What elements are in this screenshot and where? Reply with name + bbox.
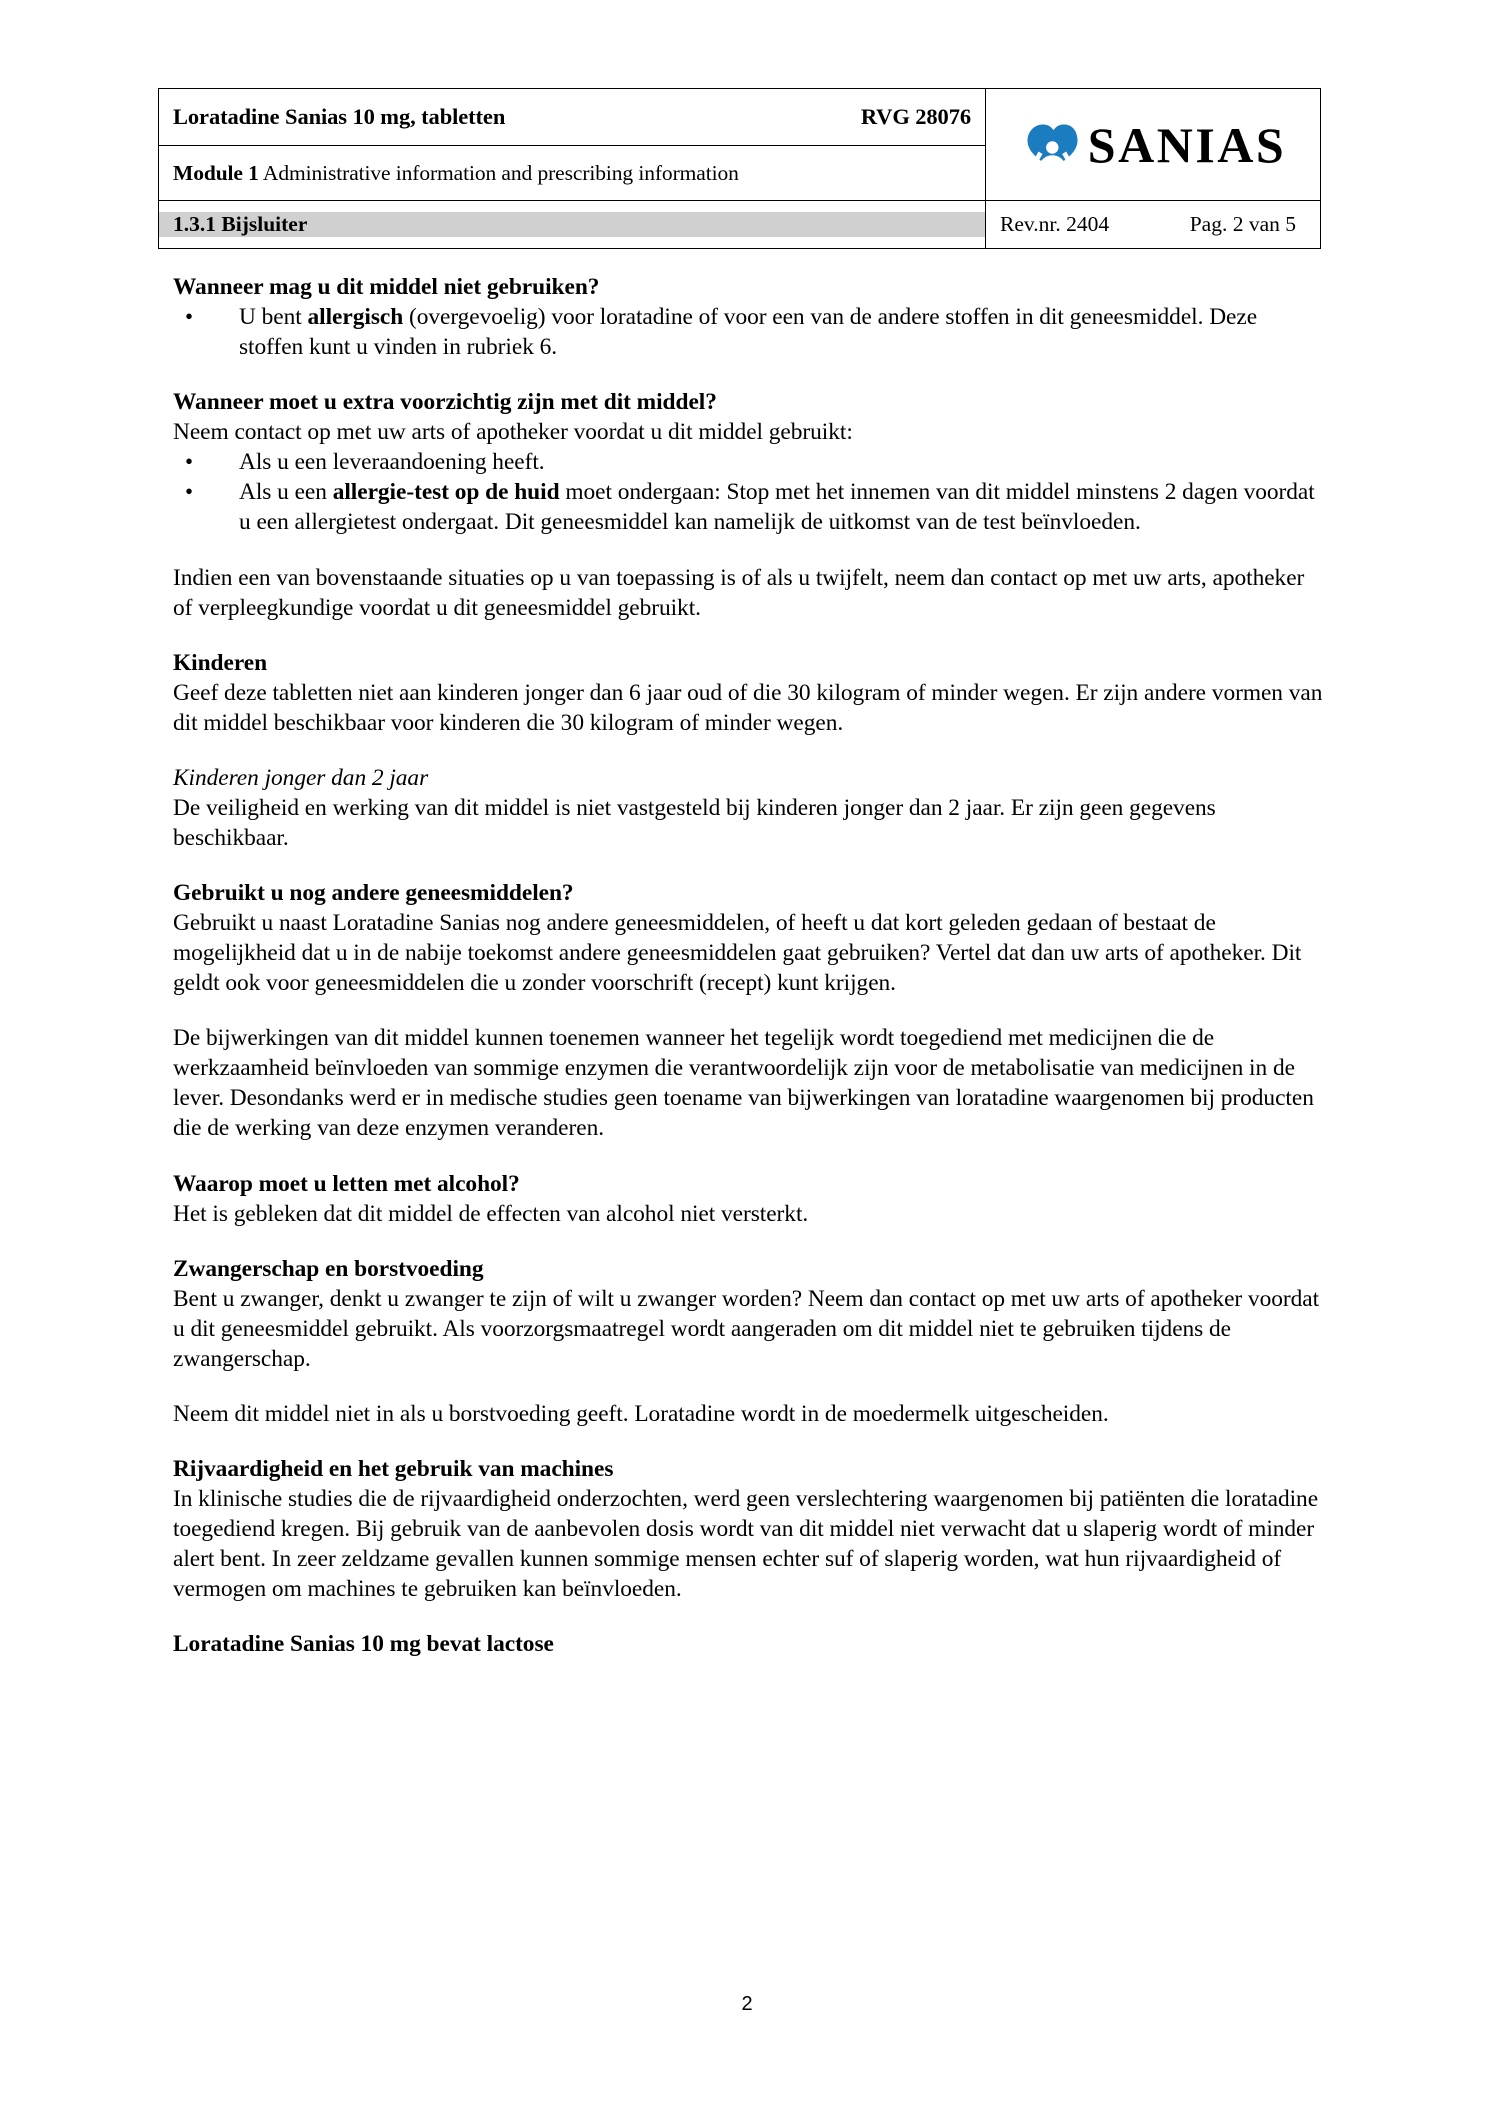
- heading-pregnancy: Zwangerschap en borstvoeding: [173, 1255, 484, 1282]
- section-label: 1.3.1 Bijsluiter: [159, 212, 985, 237]
- list-item: [173, 447, 1325, 477]
- header-revision-cell: [986, 201, 1321, 249]
- module-description: Administrative information and prescribing information: [258, 160, 739, 185]
- heading-alcohol: Waarop moet u letten met alcohol?: [173, 1170, 520, 1197]
- product-title: Loratadine Sanias 10 mg, tabletten: [173, 104, 506, 129]
- header-section-cell: [159, 201, 986, 249]
- spacer: [173, 1429, 1325, 1454]
- page-of-label: Pag. 2 van 5: [1189, 212, 1296, 236]
- heading-driving: Rijvaardigheid en het gebruik van machines: [173, 1455, 614, 1482]
- page-number: 2: [741, 1993, 753, 2015]
- bullet-text-bold: allergie-test op de huid: [332, 479, 560, 506]
- bullet-text-part2: moet ondergaan: Stop met het innemen van dit middel minstens 2 dagen voordat u een allergietest ondergaat. Dit geneesmiddel kan namelijk de uitkomst van de test beïnvloeden.: [239, 479, 1315, 536]
- spacer: [173, 853, 1325, 878]
- contraindications-list: [173, 302, 1325, 362]
- other-medicines-paragraph-2: De bijwerkingen van dit middel kunnen toenemen wanneer het tegelijk wordt toegediend met medicijnen die de werkzaamheid beïnvloeden van sommige enzymen die verantwoordelijk zijn voor de metabolisatie van medicijnen in de lever. Desondanks werd er in medische studies geen toename van bijwerkingen van loratadine waargenomen bij producten die de werking van deze enzymen veranderen.: [173, 1025, 1314, 1142]
- spacer: [173, 998, 1325, 1023]
- warnings-intro: Neem contact op met uw arts of apotheker voordat u dit middel gebruikt:: [173, 419, 853, 446]
- bullet-icon: •: [185, 304, 194, 330]
- bullet-icon: •: [185, 479, 194, 505]
- sanias-heart-figure-icon: [1026, 121, 1078, 169]
- list-item: [173, 477, 1325, 537]
- header-product-cell: [159, 89, 986, 146]
- heading-warnings: Wanneer moet u extra voorzichtig zijn met dit middel?: [173, 389, 717, 416]
- header-row-product: [159, 89, 1321, 146]
- pregnancy-paragraph-2: Neem dit middel niet in als u borstvoeding geeft. Loratadine wordt in de moedermelk uitgescheiden.: [173, 1400, 1109, 1427]
- bullet-text-part1: U bent: [239, 304, 308, 331]
- document-body: [173, 272, 1325, 1659]
- spacer: [173, 623, 1325, 648]
- spacer: [173, 362, 1325, 387]
- document-header-table: [158, 88, 1321, 249]
- heading-other-medicines: Gebruikt u nog andere geneesmiddelen?: [173, 880, 574, 906]
- spacer: [173, 1229, 1325, 1254]
- rvg-number: RVG 28076: [860, 104, 971, 129]
- warnings-paragraph: Indien een van bovenstaande situaties op u van toepassing is of als u twijfelt, neem dan contact op met uw arts, apotheker of verpleegkundige voordat u dit geneesmiddel gebruikt.: [173, 564, 1305, 621]
- bullet-text-bold: allergisch: [307, 304, 404, 331]
- header-module-cell: [159, 146, 986, 201]
- header-row-section: [159, 201, 1321, 249]
- revision-number: Rev.nr. 2404: [1000, 212, 1110, 236]
- spacer: [173, 1604, 1325, 1629]
- bullet-text: Als u een leveraandoening heeft.: [239, 449, 545, 476]
- bullet-text-part1: Als u een: [239, 479, 333, 506]
- bullet-icon: •: [185, 449, 194, 475]
- heading-contraindications: Wanneer mag u dit middel niet gebruiken?: [173, 274, 600, 300]
- heading-lactose: Loratadine Sanias 10 mg bevat lactose: [173, 1631, 554, 1658]
- warnings-list: [173, 447, 1325, 537]
- spacer: [173, 1374, 1325, 1399]
- list-item: [173, 302, 1325, 362]
- other-medicines-paragraph-1: Gebruikt u naast Loratadine Sanias nog andere geneesmiddelen, of heeft u dat kort geleden gedaan of bestaat de mogelijkheid dat u in de nabije toekomst andere geneesmiddelen gaat gebruiken? Vertel dat dan uw arts of apotheker. Dit geldt ook voor geneesmiddelen die u zonder voorschrift (recept) kunt krijgen.: [173, 910, 1302, 997]
- sanias-logo-cell: [986, 89, 1321, 201]
- alcohol-paragraph: Het is gebleken dat dit middel de effecten van alcohol niet versterkt.: [173, 1200, 809, 1227]
- subheading-children-under-two: Kinderen jonger dan 2 jaar: [173, 764, 429, 791]
- spacer: [173, 538, 1325, 563]
- module-label-text: Module 1: [173, 160, 259, 185]
- module-label: [173, 161, 259, 185]
- sanias-wordmark: SANIAS: [1087, 116, 1287, 173]
- spacer: [173, 1144, 1325, 1169]
- children-paragraph: Geef deze tabletten niet aan kinderen jonger dan 6 jaar oud of die 30 kilogram of minder wegen. Er zijn andere vormen van dit middel beschikbaar voor kinderen die 30 kilogram of minder wegen.: [173, 679, 1323, 736]
- heading-children: Kinderen: [173, 649, 268, 676]
- driving-paragraph: In klinische studies die de rijvaardigheid onderzochten, werd geen verslechtering waargenomen bij patiënten die loratadine toegediend kregen. Bij gebruik van de aanbevolen dosis wordt van dit middel niet verwacht dat u slaperig wordt of minder alert bent. In zeer zeldzame gevallen kunnen sommige mensen echter suf of slaperig worden, wat hun rijvaardigheid of vermogen om machines te gebruiken kan beïnvloeden.: [173, 1486, 1319, 1603]
- pregnancy-paragraph-1: Bent u zwanger, denkt u zwanger te zijn of wilt u zwanger worden? Neem dan contact op met uw arts of apotheker voordat u dit geneesmiddel gebruikt. Als voorzorgsmaatregel wordt aangeraden om dit middel niet te gebruiken tijdens de zwangerschap.: [173, 1285, 1320, 1372]
- spacer: [173, 738, 1325, 763]
- children-under-two-paragraph: De veiligheid en werking van dit middel is niet vastgesteld bij kinderen jonger dan 2 jaar. Er zijn geen gegevens beschikbaar.: [173, 794, 1216, 851]
- bullet-text-part2: (overgevoelig) voor loratadine of voor een van de andere stoffen in dit geneesmiddel. Deze stoffen kunt u vinden in rubriek 6.: [239, 304, 1258, 361]
